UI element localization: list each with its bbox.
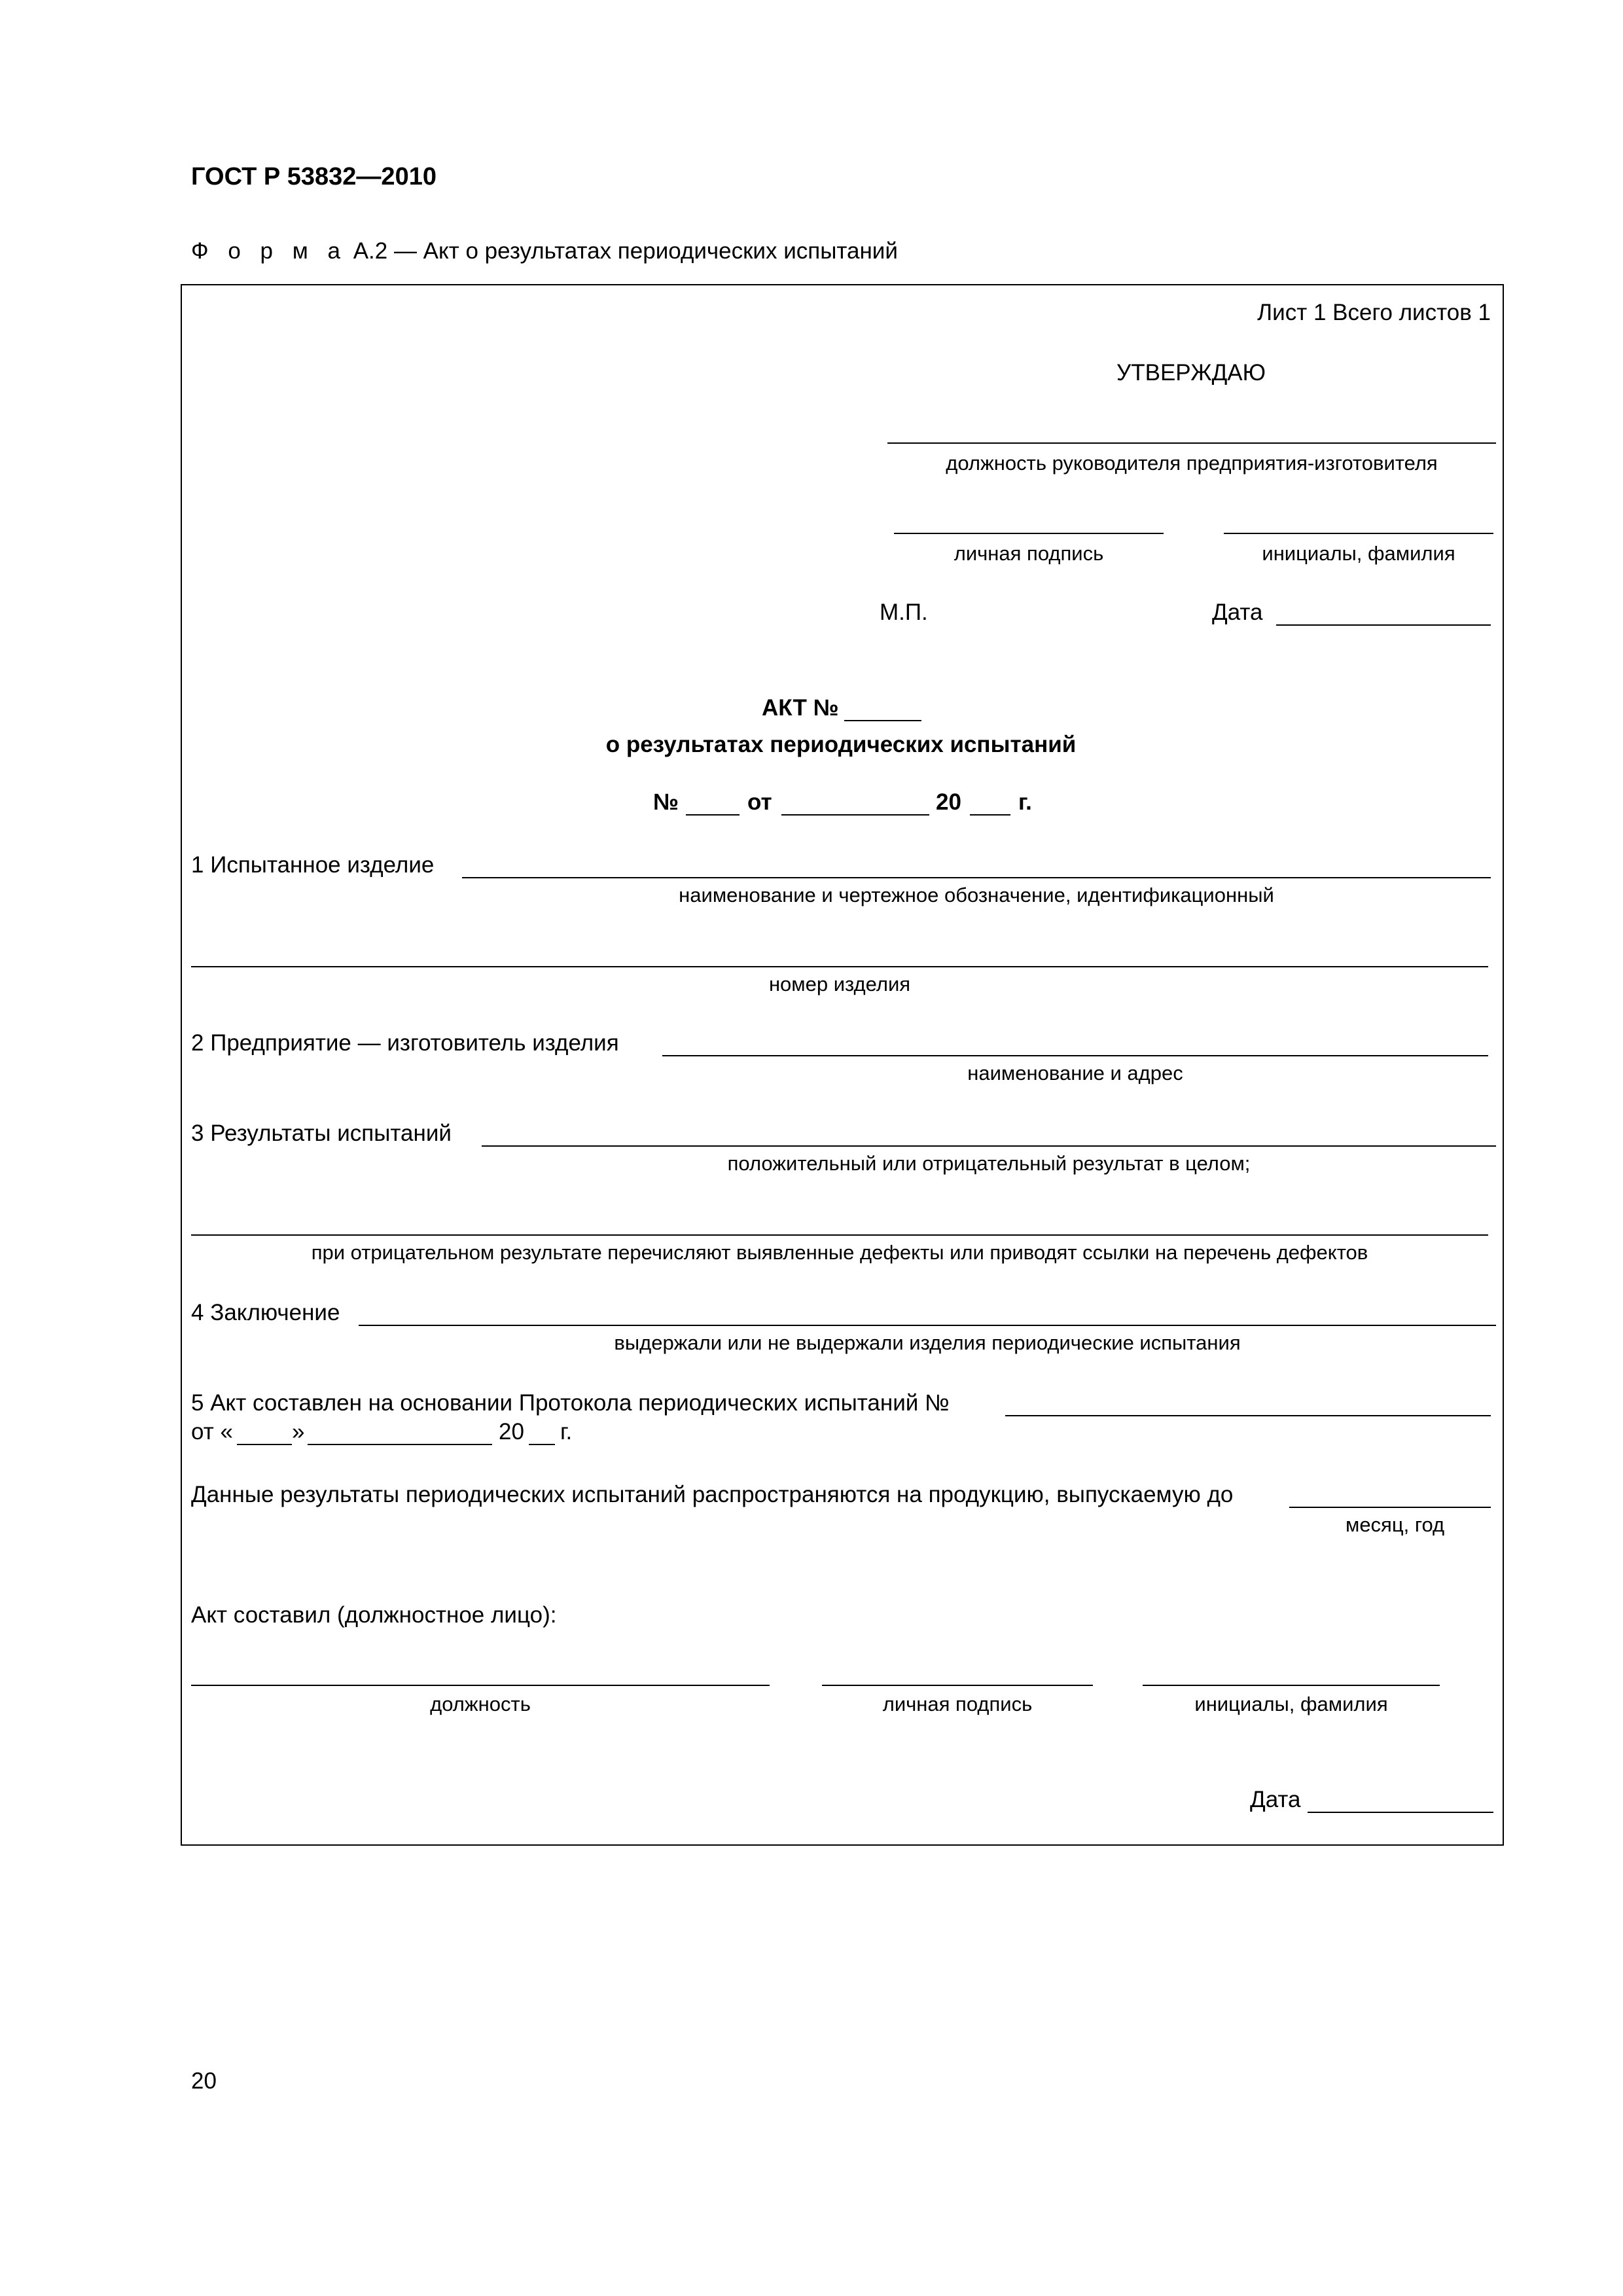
item5-year-blank	[529, 1444, 555, 1445]
page-number: 20	[191, 2068, 217, 2094]
compiler-position-caption: должность	[430, 1693, 531, 1715]
item2-label: 2 Предприятие — изготовитель изделия	[191, 1030, 619, 1056]
item3-caption-2: при отрицательном результате перечисляют выявленные дефекты или приводят ссылки на перечень дефектов	[311, 1241, 1368, 1264]
approval-title: УТВЕРЖДАЮ	[1116, 360, 1266, 386]
act-year-prefix: 20	[936, 789, 961, 815]
item5-protocol-line	[1005, 1415, 1491, 1416]
extension-text: Данные результаты периодических испытаний распространяются на продукцию, выпускаемую до	[191, 1482, 1234, 1507]
item5-day-blank	[237, 1444, 292, 1445]
compiler-name-caption: инициалы, фамилия	[1194, 1693, 1388, 1715]
compiler-position-line	[191, 1685, 770, 1686]
item5-from: от «	[191, 1419, 233, 1444]
act-number-blank	[686, 814, 740, 816]
item4-label: 4 Заключение	[191, 1300, 340, 1325]
signature-caption: личная подпись	[954, 542, 1104, 565]
compiler-label: Акт составил (должностное лицо):	[191, 1602, 557, 1628]
standard-title: ГОСТ Р 53832—2010	[191, 163, 437, 190]
form-title: А.2 — Акт о результатах периодических испытаний	[353, 238, 898, 264]
compiler-signature-line	[822, 1685, 1093, 1686]
item3-line	[482, 1145, 1496, 1147]
extension-caption: месяц, год	[1346, 1513, 1445, 1536]
item2-caption: наименование и адрес	[967, 1062, 1183, 1085]
act-number-line	[844, 720, 921, 721]
act-year-suffix: г.	[1018, 789, 1032, 815]
name-caption: инициалы, фамилия	[1262, 542, 1455, 565]
act-year-blank	[970, 814, 1010, 816]
name-line	[1224, 533, 1493, 534]
extension-line	[1289, 1507, 1491, 1508]
item5-month-blank	[308, 1444, 492, 1445]
item5-close-quote: »	[292, 1419, 305, 1444]
compiler-signature-caption: личная подпись	[882, 1693, 1033, 1715]
approval-date-line	[1276, 624, 1491, 626]
act-subtitle: о результатах периодических испытаний	[605, 732, 1077, 757]
item1-caption-2: номер изделия	[768, 973, 911, 996]
act-date-blank	[781, 814, 929, 816]
sheet-count: Лист 1 Всего листов 1	[1257, 300, 1491, 325]
item1-caption: наименование и чертежное обозначение, идентификационный	[679, 884, 1274, 906]
item5-label: 5 Акт составлен на основании Протокола периодических испытаний №	[191, 1390, 950, 1416]
item5-year-prefix: 20	[499, 1419, 524, 1444]
approval-date-label: Дата	[1212, 600, 1263, 625]
act-number-prefix: №	[653, 789, 679, 815]
item2-line	[662, 1055, 1488, 1056]
compiler-date-label: Дата	[1250, 1787, 1301, 1812]
position-caption: должность руководителя предприятия-изготовителя	[946, 452, 1438, 475]
item5-year-suffix: г.	[560, 1419, 573, 1444]
item1-label: 1 Испытанное изделие	[191, 852, 435, 878]
seal-label: М.П.	[880, 600, 928, 625]
item1-line-2	[191, 966, 1488, 967]
item3-line-2	[191, 1234, 1488, 1236]
item4-caption: выдержали или не выдержали изделия периодические испытания	[614, 1331, 1241, 1354]
position-line	[887, 442, 1496, 444]
form-caption	[191, 238, 898, 264]
act-title: АКТ №	[762, 695, 839, 721]
item4-line	[359, 1325, 1496, 1326]
compiler-name-line	[1143, 1685, 1440, 1686]
signature-line	[894, 533, 1164, 534]
form-prefix: Ф о р м а	[191, 238, 347, 264]
compiler-date-line	[1308, 1812, 1493, 1813]
item1-line	[462, 877, 1491, 878]
item3-label: 3 Результаты испытаний	[191, 1121, 452, 1146]
act-from-label: от	[747, 789, 772, 815]
item3-caption: положительный или отрицательный результат в целом;	[727, 1152, 1251, 1175]
